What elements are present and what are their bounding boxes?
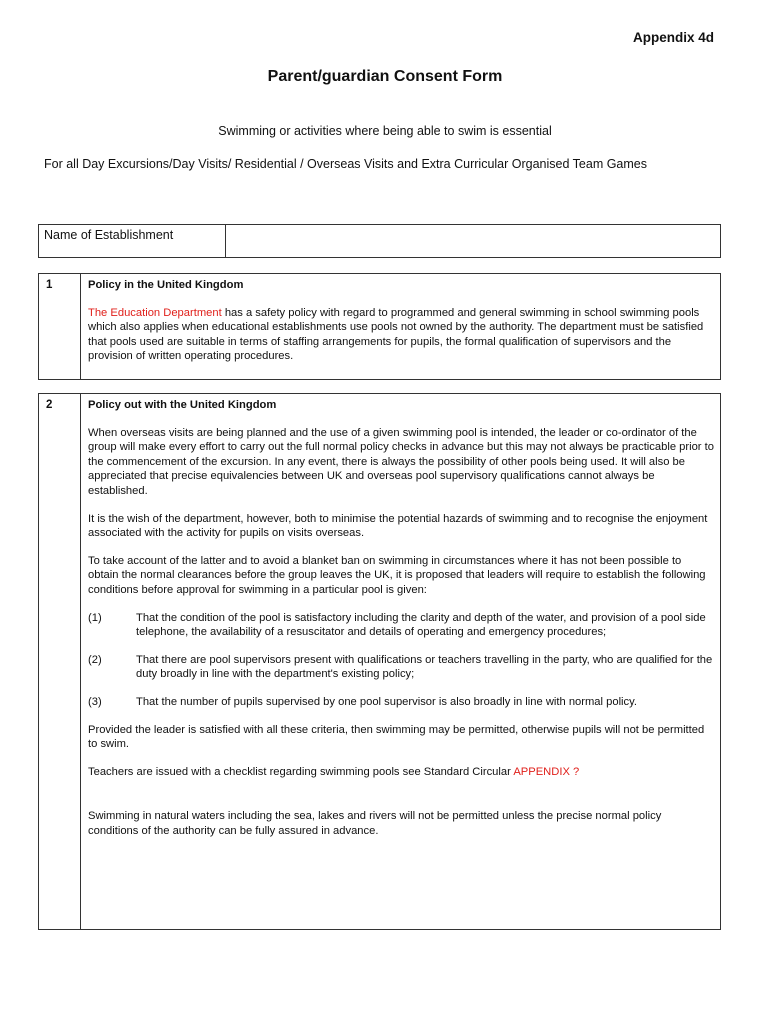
condition-item (88, 653, 714, 682)
appendix-link[interactable]: APPENDIX ? (513, 765, 580, 778)
condition-text: That the condition of the pool is satisfactory including the clarity and depth of the water, and provision of a pool side telephone, the availability of a resuscitator and details of operating and emergency procedures; (136, 611, 706, 639)
section-paragraph (88, 765, 714, 780)
section-heading: Policy out with the United Kingdom (88, 399, 277, 411)
establishment-field[interactable] (226, 225, 720, 257)
section-paragraph: To take account of the latter and to avoid a blanket ban on swimming in circumstances where it has not been possible to obtain the normal clearances before the group leaves the UK, it is proposed that leaders will require to establish the following conditions before approval for swimming in a particular pool is given: (88, 554, 706, 596)
condition-number: (3) (88, 695, 102, 708)
section-paragraph: It is the wish of the department, however, both to minimise the potential hazards of swimming and to recognise the enjoyment associated with the activity for pupils on visits overseas. (88, 512, 708, 540)
section-body (81, 394, 720, 929)
condition-item (88, 695, 714, 710)
paragraph-text: has a safety policy with regard to programmed and general swimming in school swimming pools which also applies when educational establishments use pools not owned by the authority. The department must be satisfied that pools used are suitable in terms of staffing arrangements for pupils, the formal qualification of supervisors and the provision of written operating procedures. (88, 306, 704, 363)
section-paragraph: Provided the leader is satisfied with all these criteria, then swimming may be permitted, otherwise pupils will not be permitted to swim. (88, 723, 705, 751)
appendix-label: Appendix 4d (632, 30, 714, 45)
section-body (81, 274, 720, 379)
condition-item (88, 611, 714, 640)
page-subtitle: Swimming or activities where being able to swim is essential (218, 124, 552, 138)
establishment-table (38, 224, 721, 258)
section-1 (38, 273, 721, 380)
section-number: 1 (39, 274, 81, 379)
condition-text: That the number of pupils supervised by one pool supervisor is also broadly in line with normal policy. (136, 695, 638, 708)
paragraph-text: Teachers are issued with a checklist regarding swimming pools see Standard Circular (88, 765, 514, 778)
section-paragraph: When overseas visits are being planned and the use of a given swimming pool is intended, the leader or co-ordinator of the group will make every effort to carry out the full normal policy checks in advance but this may not always be practicable prior to the commencement of the excursion. In any event, there is always the possibility of other pools being used. It will also be appreciated that precise equivalencies between UK and overseas pool supervisory qualifications cannot always be established. (88, 426, 714, 497)
establishment-label: Name of Establishment (39, 225, 226, 257)
page-title: Parent/guardian Consent Form (267, 68, 503, 85)
condition-text: That there are pool supervisors present with qualifications or teachers travelling in the party, who are qualified for the duty broadly in line with the department's existing policy; (136, 653, 713, 681)
section-2 (38, 393, 721, 930)
section-paragraph (88, 306, 714, 364)
condition-number: (2) (88, 653, 102, 666)
section-paragraph: Swimming in natural waters including the sea, lakes and rivers will not be permitted unless the precise normal policy conditions of the authority can be fully assured in advance. (88, 810, 662, 837)
condition-number: (1) (88, 611, 102, 624)
section-heading: Policy in the United Kingdom (88, 279, 244, 291)
education-department-highlight: The Education Department (88, 306, 222, 319)
intro-text: For all Day Excursions/Day Visits/ Residential / Overseas Visits and Extra Curricular Organised Team Games (44, 157, 648, 171)
section-number: 2 (39, 394, 81, 929)
